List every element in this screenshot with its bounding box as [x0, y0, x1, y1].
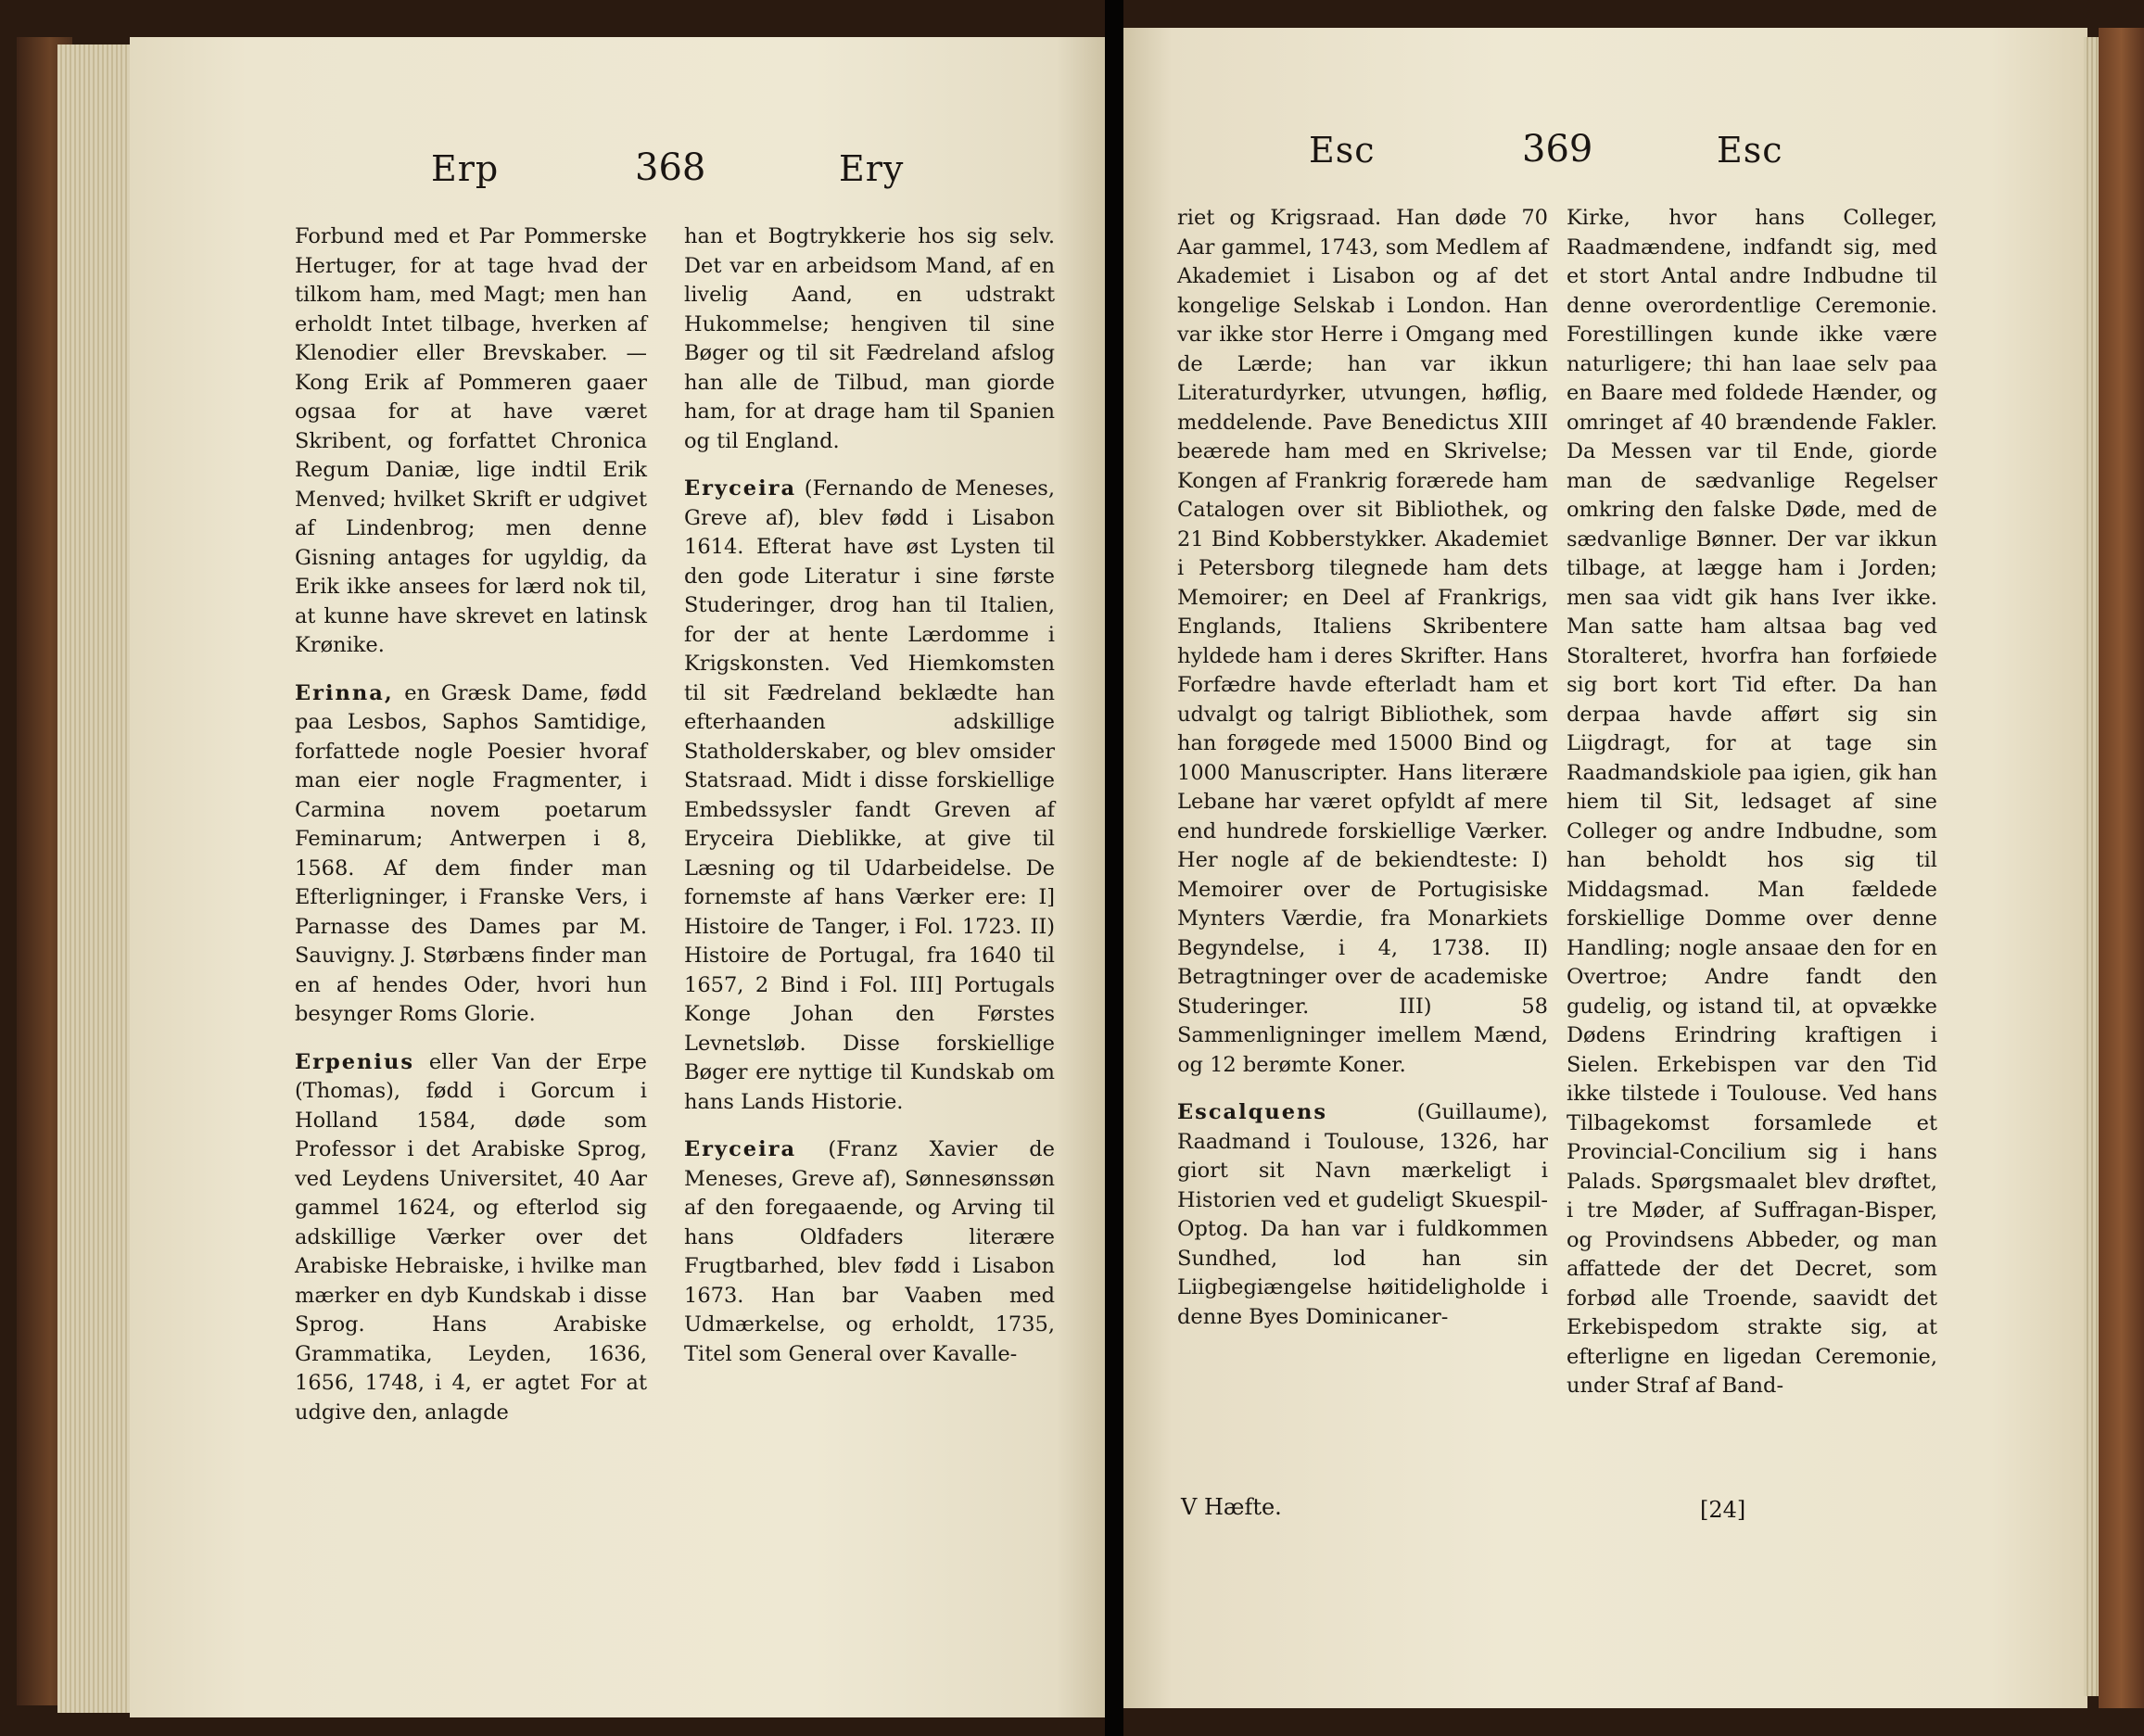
- left-column-1: [295, 222, 647, 1446]
- left-page-number: 368: [635, 146, 706, 189]
- right-page-paper: [1123, 28, 2087, 1708]
- paragraph: [684, 222, 1055, 456]
- paragraph-text: riet og Krigsraad. Han døde 70 Aar gammel, 1743, som Medlem af Akademiet i Lisabon og af det kongelige Selskab i London. Han var ikke stor Herre i Omgang med de Lærde; han var ikkun Literaturdyrker, utvungen, høflig, meddelende. Pave Benedictus XIII beærede ham med en Skrivelse; Kongen af Frankrig forærede ham Catalogen over sit Bibliothek, og 21 Bind Kobberstykker. Akademiet i Petersborg tilegnede ham dets Memoirer; en Deel af Frankrigs, Englands, Italiens Skribentere hyldede ham i deres Skrifter. Hans Forfædre havde efterladt ham et udvalgt og talrigt Bibliothek, som han forøgede med 15000 Bind og 1000 Manuscripter. Hans literære Lebane har været opfyldt af mere end hundrede forskiellige Værker. Her nogle af de bekiendteste: I) Memoirer over de Portugisiske Mynters Værdie, fra Monarkiets Begyndelse, i 4, 1738. II) Betragtninger over de academiske Studeringer. III) 58 Sammenligninger imellem Mænd, og 12 berømte Koner.: [1177, 206, 1548, 1077]
- entry-headword: Erinna,: [295, 680, 394, 705]
- paragraph-text: (Fernando de Meneses, Greve af), blev fødd i Lisabon 1614. Efterat have øst Lysten til den gode Literatur i sine første Studeringer, drog han til Italien, for der at hente Lærdomme i Krigskonsten. Ved Hiemkomsten til sit Fædreland beklædte han efterhaanden adskillige Statholderskaber, og blev omsider Statsraad. Midt i disse forskiellige Embedssysler fandt Greven af Eryceira Dieblikke, at give til Læsning og til Udarbeidelse. De fornemste af hans Værker ere: I] Histoire de Tanger, i Fol. 1723. II) Histoire de Portugal, fra 1640 til 1657, 2 Bind i Fol. III] Portugals Konge Johan den Førstes Levnetsløb. Disse forskiellige Bøger ere nyttige til Kundskab om hans Lands Historie.: [684, 476, 1055, 1114]
- paragraph-text: han et Bogtrykkerie hos sig selv. Det var en arbeidsom Mand, af en livelig Aand, en udstrakt Hukommelse; hengiven til sine Bøger og til sit Fædreland afslog han alle de Tilbud, man giorde ham, for at drage ham til Spanien og til England.: [684, 224, 1055, 453]
- paragraph-text: Kirke, hvor hans Colleger, Raadmændene, indfandt sig, med et stort Antal andre Indbudne til denne overordentlige Ceremonie. Forestillingen kunde ikke være naturligere; thi han laae selv paa en Baare med foldede Hænder, og omringet af 40 brændende Fakler. Da Messen var til Ende, giorde man de sædvanlige Regelser omkring den falske Døde, med de sædvanlige Bønner. Der var ikkun tilbage, at lægge ham i Jorden; men saa vidt gik hans Iver ikke. Man satte ham altsaa bag ved Storalteret, hvorfra han forføiede sig bort kort Tid efter. Da han derpaa havde afført sig sin Liigdragt, for at tage sin Raadmandskiole paa igien, gik han hiem til Sit, ledsaget af sine Colleger og andre Indbudne, som han beholdt hos sig til Middagsmad. Man fældede forskiellige Domme over denne Handling; nogle ansaae den for en Overtroe; Andre fandt den gudelig, og istand til, at opvække Dødens Erindring kraftigen i Sielen. Erkebispen var den Tid ikke tilstede i Toulouse. Ved hans Tilbagekomst forsamlede et Provincial-Concilium sig i hans Palads. Spørgsmaalet blev drøftet, i tre Møder, af Suffragan-Bisper, og Provindsens Abbeder, og man affattede der det Decret, som forbød alle Troende, saavidt det Erkebispedom strakte sig, at efterligne en ligedan Ceremonie, under Straf af Band-: [1567, 206, 1937, 1398]
- left-page-edges: [57, 44, 141, 1713]
- paragraph: [1177, 204, 1548, 1080]
- left-column-2: [684, 222, 1055, 1388]
- left-running-head-left: Erp: [431, 148, 500, 189]
- paragraph: [1567, 204, 1937, 1401]
- entry-headword: Escalquens: [1177, 1100, 1328, 1124]
- right-running-head-right: Esc: [1717, 130, 1783, 171]
- signature-mark-gathering: [24]: [1700, 1497, 1746, 1523]
- spine-gutter: [1105, 0, 1123, 1736]
- right-page: [1123, 0, 2144, 1736]
- right-column-1: [1177, 204, 1548, 1350]
- right-column-2: [1567, 204, 1937, 1420]
- right-running-head-left: Esc: [1309, 130, 1376, 171]
- left-running-head-right: Ery: [839, 148, 905, 189]
- paragraph: [295, 222, 647, 661]
- paragraph-text: Forbund med et Par Pommerske Hertuger, for at tage hvad der tilkom ham, med Magt; men han erholdt Intet tilbage, hverken af Klenodier eller Brevskaber. — Kong Erik af Pommeren gaaer ogsaa for at have været Skribent, og forfattet Chronica Regum Daniæ, lige indtil Erik Menved; hvilket Skrift er udgivet af Lindenbrog; men denne Gisning antages for ugyldig, da Erik ikke ansees for lærd nok til, at kunne have skrevet en latinsk Krønike.: [295, 224, 647, 657]
- left-page-paper: [130, 37, 1105, 1717]
- paragraph: [295, 1048, 647, 1428]
- paragraph: [684, 475, 1055, 1117]
- paragraph-text: (Guillaume), Raadmand i Toulouse, 1326, har giort sit Navn mærkeligt i Historien ved et gudeligt Skuespil-Optog. Da han var i fuldkommen Sundhed, lod han sin Liigbegiængelse høitideligholde i denne Byes Dominicaner-: [1177, 1100, 1548, 1329]
- signature-mark-volume: V Hæfte.: [1181, 1494, 1282, 1520]
- entry-headword: Eryceira: [684, 476, 797, 501]
- paragraph-text: en Græsk Dame, fødd paa Lesbos, Saphos Samtidige, forfattede nogle Poesier hvoraf man eier nogle Fragmenter, i Carmina novem poetarum Feminarum; Antwerpen i 8, 1568. Af dem finder man Efterligninger, i Franske Vers, i Parnasse des Dames par M. Sauvigny. J. Størbæns finder man en af hendes Oder, hvori hun besynger Roms Glorie.: [295, 680, 647, 1026]
- paragraph: [684, 1135, 1055, 1369]
- right-page-number: 369: [1522, 128, 1593, 171]
- paragraph-text: eller Van der Erpe (Thomas), fødd i Gorcum i Holland 1584, døde som Professor i det Arabiske Sprog, ved Leydens Universitet, 40 Aar gammel 1624, og efterlod sig adskillige Værker over det Arabiske Hebraiske, i hvilke man mærker en dyb Kundskab i disse Sprog. Hans Arabiske Grammatika, Leyden, 1636, 1656, 1748, i 4, er agtet For at udgive den, anlagde: [295, 1049, 647, 1425]
- entry-headword: Erpenius: [295, 1049, 414, 1074]
- right-book-cover: [2099, 28, 2144, 1708]
- paragraph: [1177, 1098, 1548, 1332]
- entry-headword: Eryceira: [684, 1137, 797, 1161]
- paragraph-text: (Franz Xavier de Meneses, Greve af), Sønnesønssøn af den foregaaende, og Arving til hans Oldfaders literære Frugtbarhed, blev fødd i Lisabon 1673. Han bar Vaaben med Udmærkelse, og erholdt, 1735, Titel som General over Kavalle-: [684, 1137, 1055, 1366]
- paragraph: [295, 679, 647, 1030]
